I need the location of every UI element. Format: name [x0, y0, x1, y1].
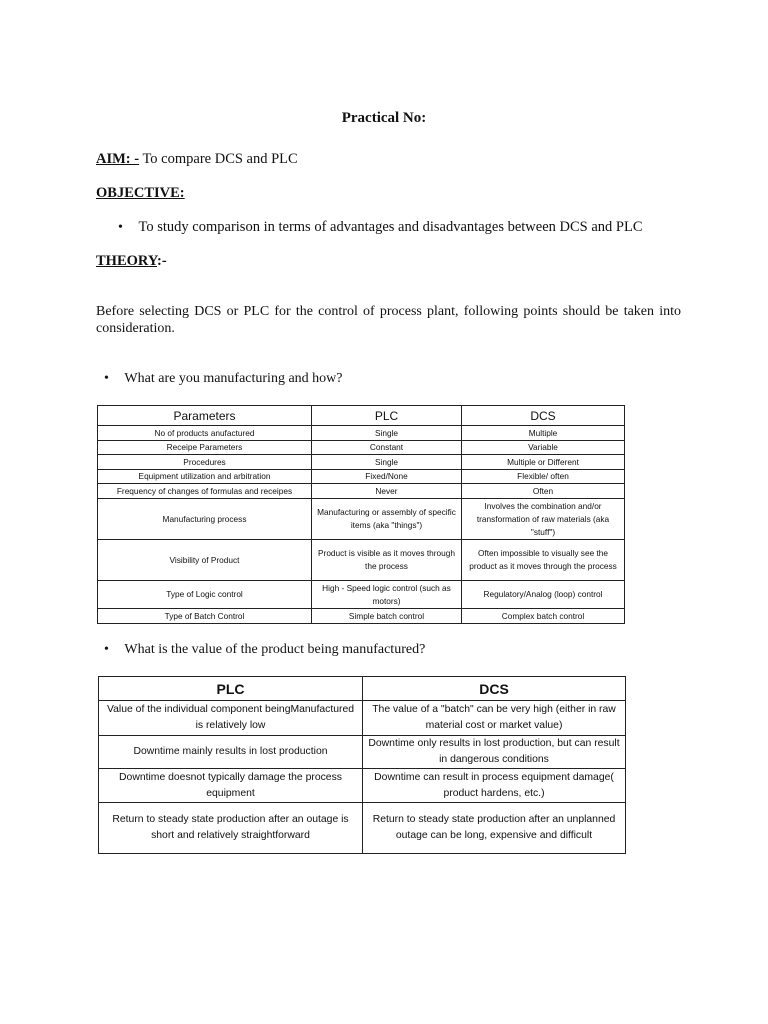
table-cell: Manufacturing or assembly of specific items (aka "things")	[312, 499, 462, 540]
table-cell: Never	[312, 484, 462, 499]
theory-heading: THEORY:-	[96, 253, 167, 269]
table-cell: The value of a "batch" can be very high (either in raw material cost or market value)	[363, 701, 626, 736]
table-cell: Multiple or Different	[462, 455, 625, 470]
table-cell: Simple batch control	[312, 609, 462, 624]
table-row	[98, 441, 625, 455]
table-cell: Constant	[312, 441, 462, 455]
table-cell: Downtime only results in lost production, but can result in dangerous conditions	[363, 736, 626, 769]
column-header-plc: PLC	[312, 406, 462, 426]
objective-item: To study comparison in terms of advantages and disadvantages between DCS and PLC	[138, 219, 643, 235]
table-row	[98, 484, 625, 499]
table-header-row	[99, 677, 626, 701]
table-row	[99, 736, 626, 769]
table-cell: Flexible/ often	[462, 470, 625, 484]
table-cell: High - Speed logic control (such as motors)	[312, 581, 462, 609]
question-2: • What is the value of the product being manufactured?	[104, 642, 426, 657]
table-cell: Variable	[462, 441, 625, 455]
column-header-dcs: DCS	[462, 406, 625, 426]
table-row	[99, 803, 626, 854]
table-cell: No of products anufactured	[98, 426, 312, 441]
comparison-table-value	[98, 676, 626, 854]
table-cell: Often impossible to visually see the product as it moves through the process	[462, 540, 625, 581]
table-cell: Manufacturing process	[98, 499, 312, 540]
aim-line	[96, 151, 298, 168]
table-cell: Single	[312, 455, 462, 470]
intro-paragraph: Before selecting DCS or PLC for the control of process plant, following points should be taken into consideration.	[96, 304, 681, 336]
bullet-icon: •	[104, 642, 109, 657]
table-row	[99, 769, 626, 803]
table-cell: Visibility of Product	[98, 540, 312, 581]
table-cell: Return to steady state production after an outage is short and relatively straightforward	[99, 803, 363, 854]
table-cell: Regulatory/Analog (loop) control	[462, 581, 625, 609]
objective-heading: OBJECTIVE:	[96, 185, 185, 201]
table-row	[98, 470, 625, 484]
table-cell: Often	[462, 484, 625, 499]
column-header-dcs: DCS	[363, 677, 626, 701]
page-title: Practical No:	[341, 110, 427, 126]
column-header-plc: PLC	[99, 677, 363, 701]
table-cell: Product is visible as it moves through the process	[312, 540, 462, 581]
objective-bullet	[118, 219, 643, 236]
table-cell: Procedures	[98, 455, 312, 470]
table-row	[98, 581, 625, 609]
table-cell: Return to steady state production after an unplanned outage can be long, expensive and difficult	[363, 803, 626, 854]
table-cell: Type of Batch Control	[98, 609, 312, 624]
table-cell: Downtime doesnot typically damage the process equipment	[99, 769, 363, 803]
column-header-parameters: Parameters	[98, 406, 312, 426]
table-cell: Equipment utilization and arbitration	[98, 470, 312, 484]
table-cell: Value of the individual component beingManufactured is relatively low	[99, 701, 363, 736]
table-row	[98, 499, 625, 540]
table-cell: Single	[312, 426, 462, 441]
aim-label: AIM: -	[96, 151, 140, 167]
table-header-row	[98, 406, 625, 426]
table-cell: Downtime mainly results in lost production	[99, 736, 363, 769]
bullet-icon: •	[118, 220, 123, 235]
table-cell: Involves the combination and/or transformation of raw materials (aka "stuff")	[462, 499, 625, 540]
table-row	[98, 455, 625, 470]
table-cell: Downtime can result in process equipment damage( product hardens, etc.)	[363, 769, 626, 803]
table-cell: Receipe Parameters	[98, 441, 312, 455]
table-cell: Multiple	[462, 426, 625, 441]
bullet-icon: •	[104, 371, 109, 386]
table-cell: Type of Logic control	[98, 581, 312, 609]
aim-text: To compare DCS and PLC	[139, 151, 298, 167]
table-cell: Frequency of changes of formulas and receipes	[98, 484, 312, 499]
question-1: • What are you manufacturing and how?	[104, 371, 343, 386]
table-cell: Fixed/None	[312, 470, 462, 484]
table-row	[98, 426, 625, 441]
table-row	[99, 701, 626, 736]
table-row	[98, 540, 625, 581]
table-row	[98, 609, 625, 624]
table-cell: Complex batch control	[462, 609, 625, 624]
comparison-table-manufacturing	[97, 405, 625, 624]
